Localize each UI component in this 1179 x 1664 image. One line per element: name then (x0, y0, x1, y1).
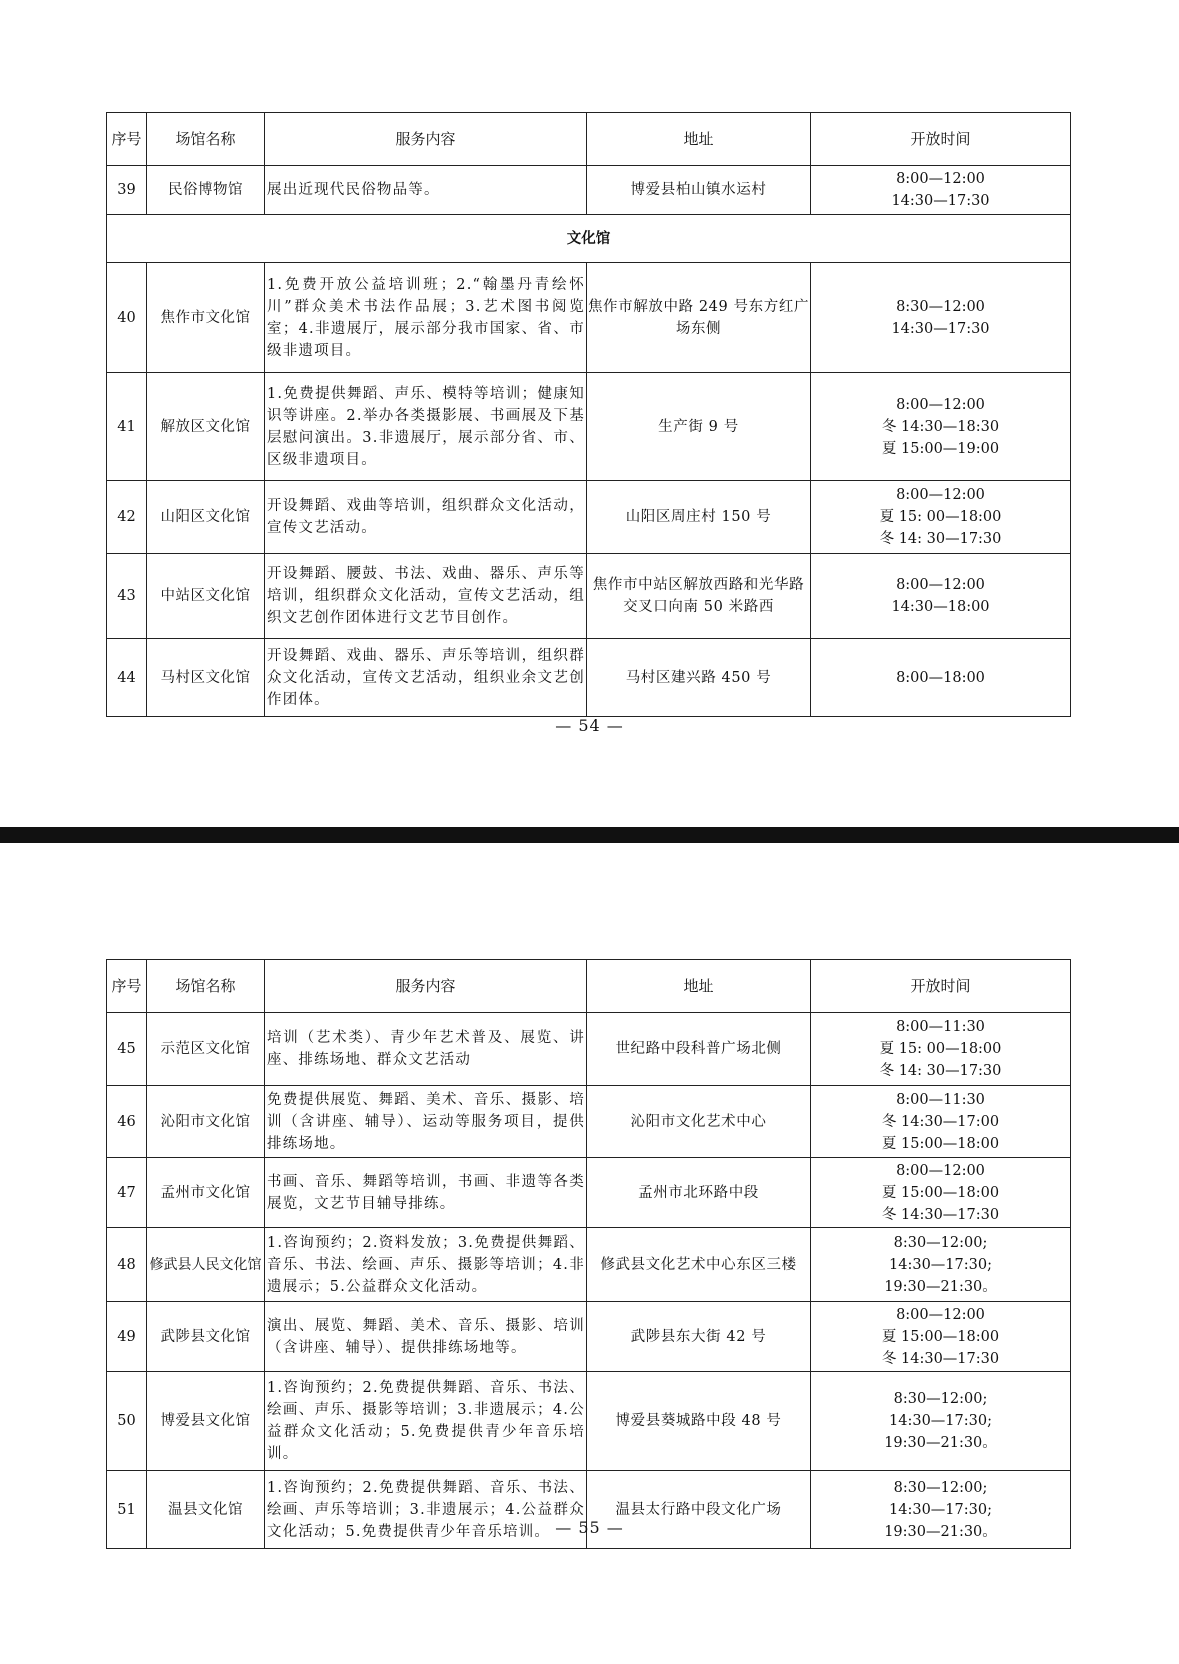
hours-line: 夏 15:00—18:00 (881, 1184, 1000, 1201)
hours-line: 19:30—21:30。 (884, 1278, 997, 1295)
hours-line: 8:30—12:00; (893, 1391, 988, 1407)
row-hours (811, 1228, 1071, 1302)
row-name: 马村区文化馆 (147, 639, 265, 717)
row-hours (811, 1372, 1071, 1471)
venue-table-page-54 (106, 112, 1071, 717)
hours-line: 19:30—21:30。 (884, 1435, 997, 1451)
hours-line: 8:30—12:00; (893, 1234, 988, 1251)
header-name: 场馆名称 (147, 113, 265, 166)
row-service: 开设舞蹈、戏曲、器乐、声乐等培训，组织群众文化活动，宣传文艺活动，组织业余文艺创作团体。 (265, 639, 587, 717)
table-row (107, 1228, 1071, 1302)
hours-line: 8:00—12:00 (896, 577, 985, 593)
row-no: 40 (107, 263, 147, 373)
row-hours (811, 1158, 1071, 1228)
hours-line: 8:00—12:00 (896, 1162, 985, 1179)
header-no: 序号 (107, 113, 147, 166)
row-no: 43 (107, 554, 147, 639)
row-no: 46 (107, 1086, 147, 1158)
row-address: 武陟县东大街 42 号 (587, 1302, 811, 1372)
table-row (107, 263, 1071, 373)
row-no: 49 (107, 1302, 147, 1372)
row-hours (811, 554, 1071, 639)
table-row (107, 554, 1071, 639)
row-hours (811, 639, 1071, 717)
row-service: 展出近现代民俗物品等。 (265, 166, 587, 215)
table-header-row (107, 960, 1071, 1013)
row-name: 博爱县文化馆 (147, 1372, 265, 1471)
hours-line: 夏 15:00—19:00 (881, 440, 1000, 457)
page-number: — 55 — (555, 1518, 624, 1537)
page-number: — 54 — (555, 716, 624, 735)
row-name: 沁阳市文化馆 (147, 1086, 265, 1158)
hours-line: 夏 15:00—18:00 (881, 1328, 1000, 1345)
row-address: 博爱县柏山镇水运村 (587, 166, 811, 215)
hours-line: 14:30—18:00 (891, 599, 990, 615)
hours-line: 8:00—11:30 (896, 1019, 985, 1035)
hours-line: 8:00—12:00 (896, 396, 985, 413)
row-no: 50 (107, 1372, 147, 1471)
row-name: 温县文化馆 (147, 1471, 265, 1549)
table-row (107, 1372, 1071, 1471)
header-no: 序号 (107, 960, 147, 1013)
row-service: 1.咨询预约；2.免费提供舞蹈、音乐、书法、绘画、声乐等培训；3.非遗展示；4.公益群众文化活动；5.免费提供青少年音乐培训。 (265, 1471, 587, 1549)
row-address: 温县太行路中段文化广场 (587, 1471, 811, 1549)
header-address: 地址 (587, 960, 811, 1013)
table-header-row (107, 113, 1071, 166)
row-name: 焦作市文化馆 (147, 263, 265, 373)
row-service: 1.咨询预约；2.免费提供舞蹈、音乐、书法、绘画、声乐、摄影等培训；3.非遗展示；4.公益群众文化活动；5.免费提供青少年音乐培训。 (265, 1372, 587, 1471)
header-hours: 开放时间 (811, 113, 1071, 166)
row-name: 孟州市文化馆 (147, 1158, 265, 1228)
row-no: 47 (107, 1158, 147, 1228)
row-address: 山阳区周庄村 150 号 (587, 481, 811, 554)
row-name: 山阳区文化馆 (147, 481, 265, 554)
row-service: 1.免费开放公益培训班；2.“翰墨丹青绘怀川”群众美术书法作品展；3.艺术图书阅览室；4.非遗展厅，展示部分我市国家、省、市级非遗项目。 (265, 263, 587, 373)
row-name: 修武县人民文化馆 (147, 1228, 265, 1302)
hours-line: 冬 14:30—18:30 (881, 418, 1000, 435)
row-no: 44 (107, 639, 147, 717)
hours-line: 8:00—12:00 (896, 487, 985, 503)
row-hours (811, 1302, 1071, 1372)
row-hours (811, 481, 1071, 554)
hours-line: 14:30—17:30 (891, 320, 990, 337)
table-row (107, 1158, 1071, 1228)
row-no: 42 (107, 481, 147, 554)
row-address: 焦作市中站区解放西路和光华路交叉口向南 50 米路西 (587, 554, 811, 639)
document-page-55 (0, 843, 1179, 1664)
table-row (107, 1302, 1071, 1372)
hours-line: 8:00—12:00 (896, 171, 985, 187)
page-divider (0, 827, 1179, 843)
row-service: 开设舞蹈、腰鼓、书法、戏曲、器乐、声乐等培训，组织群众文化活动，宣传文艺活动，组织文艺创作团体进行文艺节目创作。 (265, 554, 587, 639)
hours-line: 冬 14:30—17:30 (881, 1206, 1000, 1223)
header-service: 服务内容 (265, 960, 587, 1013)
row-name: 解放区文化馆 (147, 373, 265, 481)
row-hours (811, 1013, 1071, 1086)
table-row (107, 481, 1071, 554)
row-service: 开设舞蹈、戏曲等培训，组织群众文化活动，宣传文艺活动。 (265, 481, 587, 554)
table-row (107, 373, 1071, 481)
header-hours: 开放时间 (811, 960, 1071, 1013)
row-hours (811, 373, 1071, 481)
row-service: 书画、音乐、舞蹈等培训，书画、非遗等各类展览，文艺节目辅导排练。 (265, 1158, 587, 1228)
row-name: 民俗博物馆 (147, 166, 265, 215)
header-address: 地址 (587, 113, 811, 166)
row-hours (811, 166, 1071, 215)
row-no: 45 (107, 1013, 147, 1086)
row-service: 培训（艺术类）、青少年艺术普及、展览、讲座、排练场地、群众文艺活动 (265, 1013, 587, 1086)
row-service: 1.咨询预约；2.资料发放；3.免费提供舞蹈、音乐、书法、绘画、声乐、摄影等培训；4.非遗展示；5.公益群众文化活动。 (265, 1228, 587, 1302)
venue-table-page-55 (106, 959, 1071, 1549)
hours-line: 14:30—17:30; (889, 1256, 992, 1273)
hours-line: 冬 14: 30—17:30 (879, 1063, 1002, 1079)
hours-line: 冬 14:30—17:30 (881, 1350, 1000, 1367)
section-row (107, 215, 1071, 263)
hours-line: 8:30—12:00; (893, 1479, 988, 1496)
document-page-54 (0, 0, 1179, 827)
row-service: 免费提供展览、舞蹈、美术、音乐、摄影、培训（含讲座、辅导）、运动等服务项目，提供排练场地。 (265, 1086, 587, 1158)
hours-line: 8:00—18:00 (896, 669, 985, 686)
row-address: 修武县文化艺术中心东区三楼 (587, 1228, 811, 1302)
hours-line: 冬 14:30—17:00 (881, 1113, 1000, 1130)
row-address: 马村区建兴路 450 号 (587, 639, 811, 717)
hours-line: 8:00—11:30 (896, 1091, 985, 1108)
row-service: 演出、展览、舞蹈、美术、音乐、摄影、培训（含讲座、辅导）、提供排练场地等。 (265, 1302, 587, 1372)
row-name: 示范区文化馆 (147, 1013, 265, 1086)
row-name: 武陟县文化馆 (147, 1302, 265, 1372)
row-address: 孟州市北环路中段 (587, 1158, 811, 1228)
hours-line: 冬 14: 30—17:30 (879, 531, 1002, 547)
row-no: 39 (107, 166, 147, 215)
row-address: 沁阳市文化艺术中心 (587, 1086, 811, 1158)
hours-line: 夏 15: 00—18:00 (879, 509, 1002, 525)
row-address: 焦作市解放中路 249 号东方红广场东侧 (587, 263, 811, 373)
header-service: 服务内容 (265, 113, 587, 166)
row-no: 48 (107, 1228, 147, 1302)
hours-line: 8:00—12:00 (896, 1306, 985, 1323)
hours-line: 14:30—17:30; (889, 1413, 992, 1429)
row-name: 中站区文化馆 (147, 554, 265, 639)
hours-line: 夏 15:00—18:00 (881, 1135, 1000, 1152)
hours-line: 夏 15: 00—18:00 (879, 1041, 1002, 1057)
table-row (107, 1086, 1071, 1158)
hours-line: 14:30—17:30; (889, 1501, 992, 1518)
row-hours (811, 263, 1071, 373)
row-hours (811, 1086, 1071, 1158)
hours-line: 8:30—12:00 (896, 298, 985, 315)
header-name: 场馆名称 (147, 960, 265, 1013)
table-row (107, 166, 1071, 215)
row-address: 生产街 9 号 (587, 373, 811, 481)
row-address: 博爱县葵城路中段 48 号 (587, 1372, 811, 1471)
hours-line: 14:30—17:30 (891, 193, 990, 209)
table-row (107, 639, 1071, 717)
row-no: 41 (107, 373, 147, 481)
row-no: 51 (107, 1471, 147, 1549)
table-row (107, 1013, 1071, 1086)
hours-line: 19:30—21:30。 (884, 1523, 997, 1540)
row-service: 1.免费提供舞蹈、声乐、模特等培训；健康知识等讲座。2.举办各类摄影展、书画展及下基层慰问演出。3.非遗展厅，展示部分省、市、区级非遗项目。 (265, 373, 587, 481)
row-address: 世纪路中段科普广场北侧 (587, 1013, 811, 1086)
section-title: 文化馆 (107, 215, 1071, 263)
